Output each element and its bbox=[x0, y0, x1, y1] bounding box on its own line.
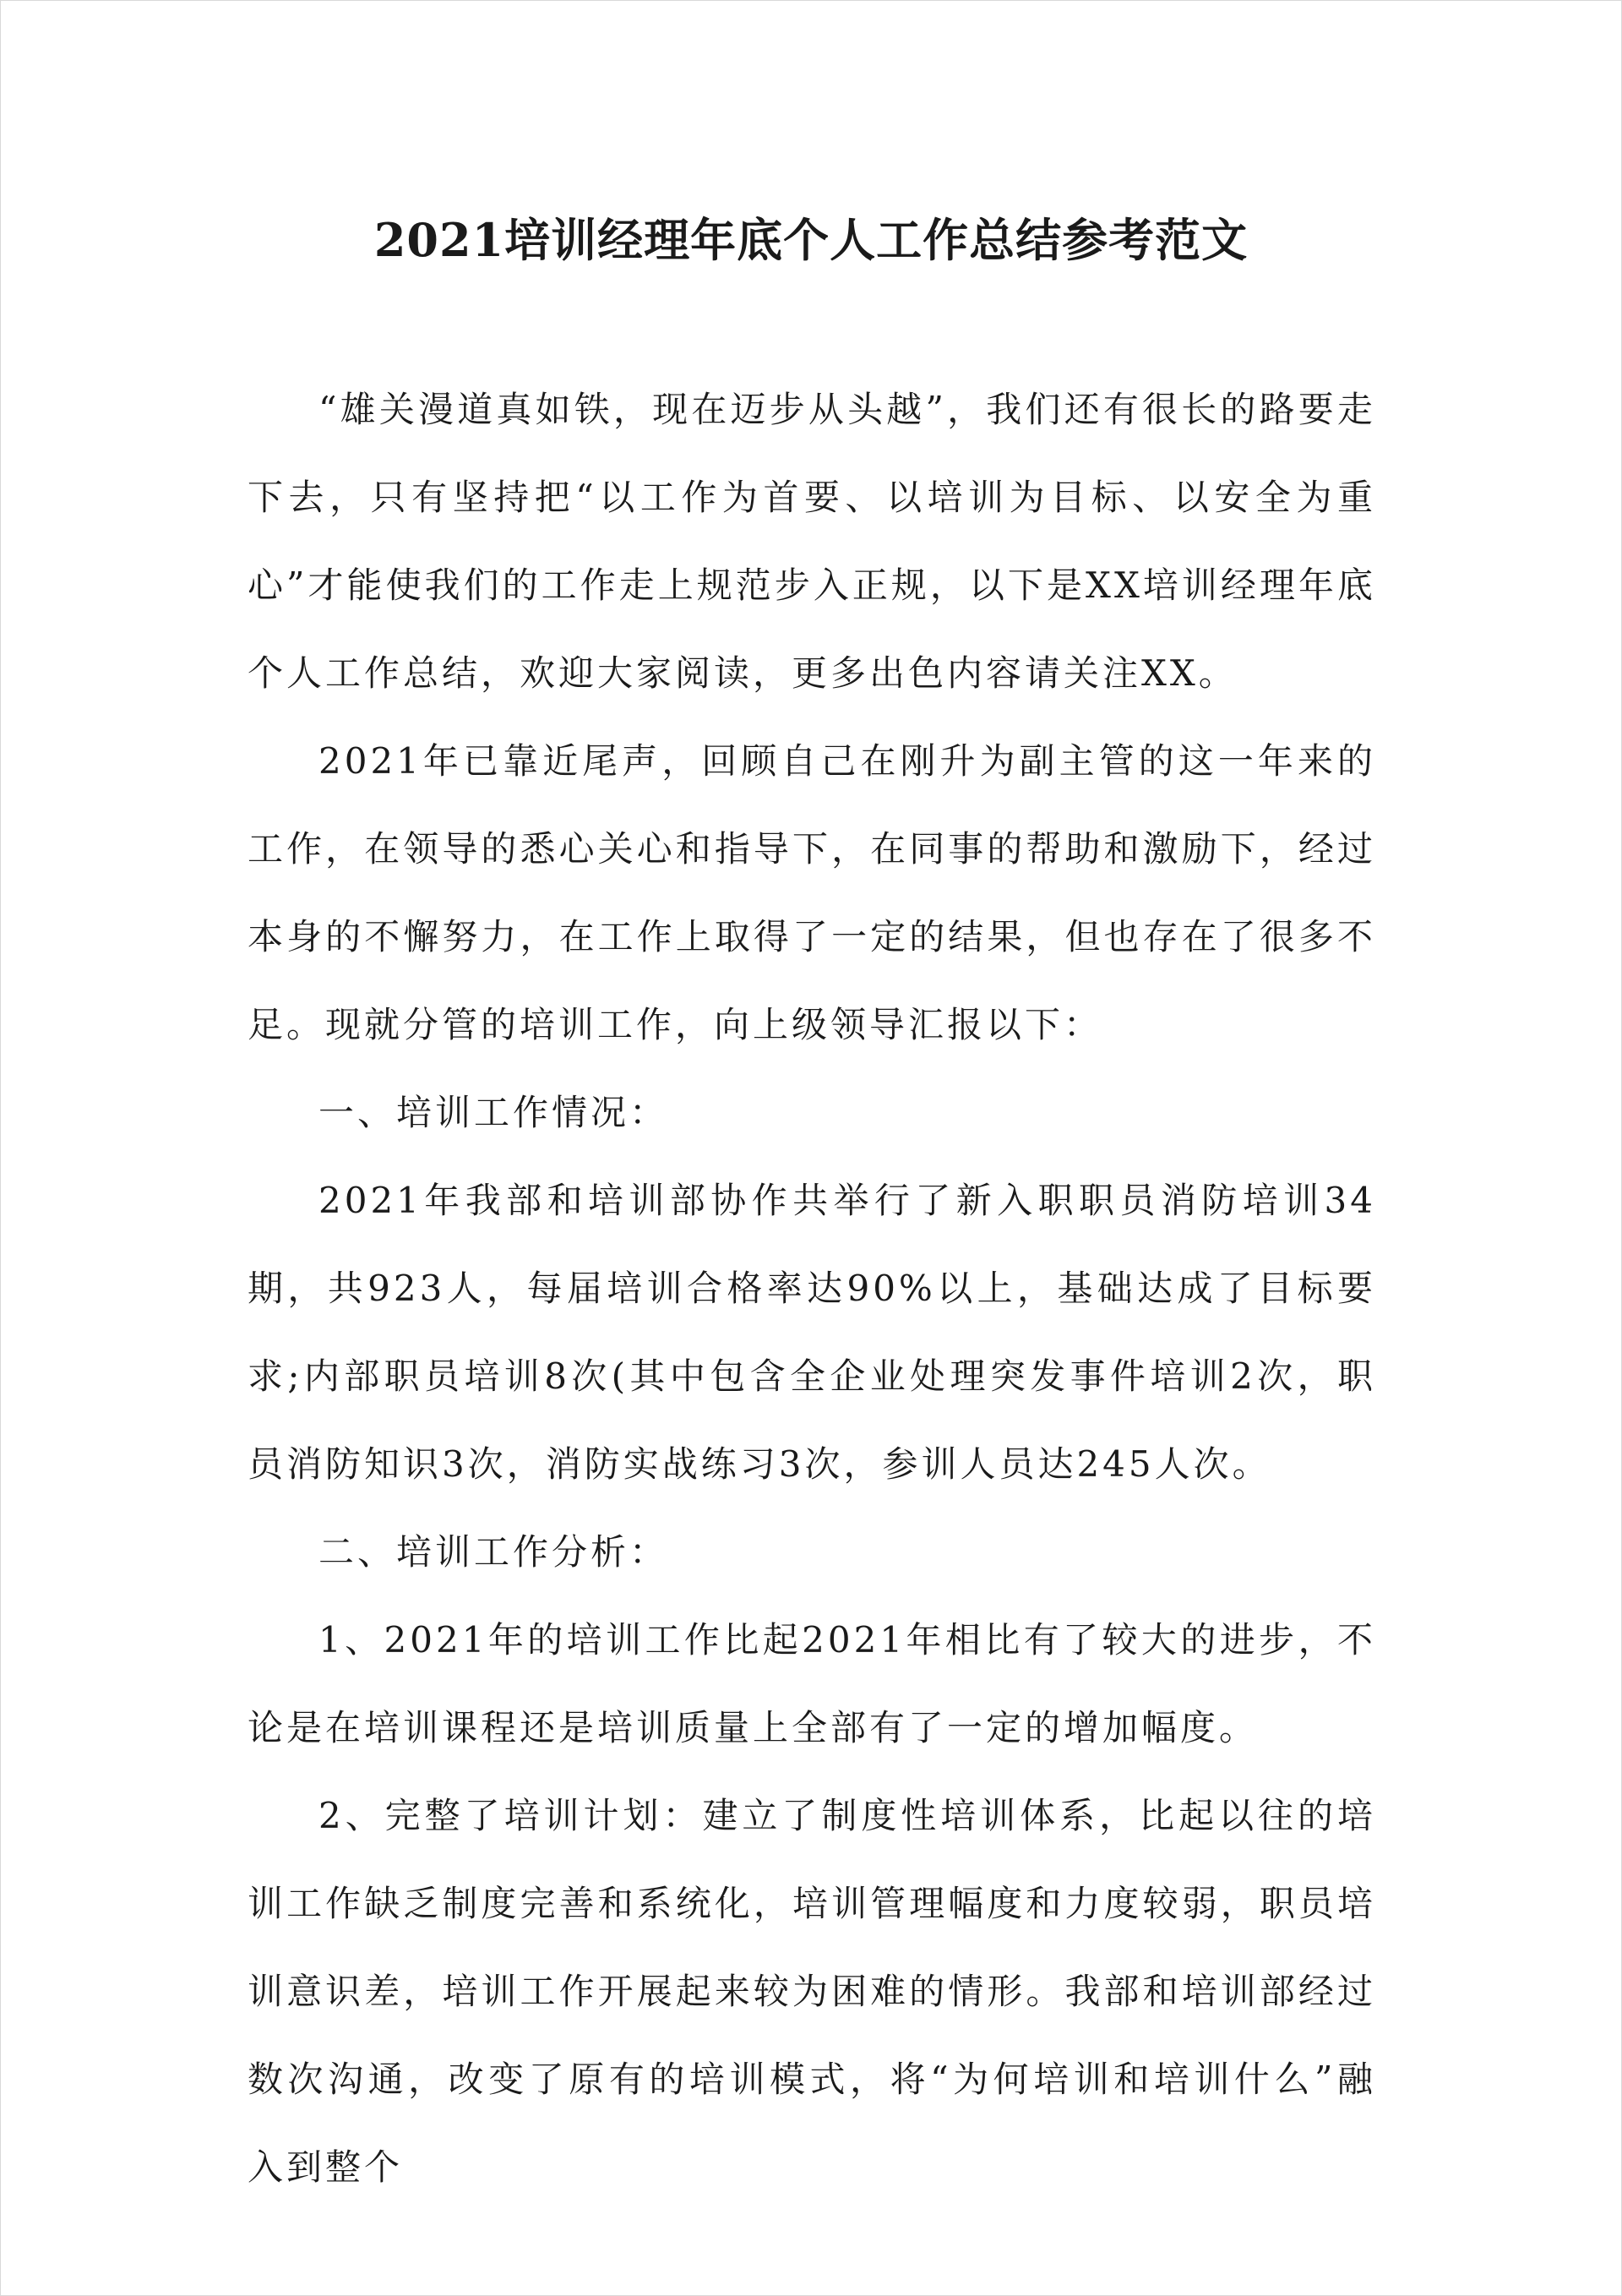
paragraph-analysis-1: 1、2021年的培训工作比起2021年相比有了较大的进步，不论是在培训课程还是培训质量上全部有了一定的增加幅度。 bbox=[248, 1619, 1376, 1748]
paragraph-training-status: 2021年我部和培训部协作共举行了新入职职员消防培训34期，共923人，每届培训合格率达90%以上，基础达成了目标要求;内部职员培训8次(其中包含全企业处理突发事件培训2次，职员消防知识3次，消防实战练习3次，参训人员达245人次。 bbox=[248, 1180, 1376, 1485]
document-title: 2021培训经理年底个人工作总结参考范文 bbox=[373, 213, 1249, 267]
paragraph-analysis-2: 2、完整了培训计划：建立了制度性培训体系，比起以往的培训工作缺乏制度完善和系统化，培训管理幅度和力度较弱，职员培训意识差，培训工作开展起来较为困难的情形。我部和培训部经过数次沟通，改变了原有的培训模式，将“为何培训和培训什么”融入到整个 bbox=[248, 1795, 1376, 2188]
section-heading-training-analysis: 二、培训工作分析： bbox=[318, 1531, 669, 1573]
paragraph-review: 2021年已靠近尾声，回顾自己在刚升为副主管的这一年来的工作，在领导的悉心关心和指导下，在同事的帮助和激励下，经过本身的不懈努力，在工作上取得了一定的结果，但也存在了很多不足。现就分管的培训工作，向上级领导汇报以下： bbox=[248, 740, 1376, 1045]
paragraph-intro: “雄关漫道真如铁，现在迈步从头越”，我们还有很长的路要走下去，只有坚持把“以工作为首要、以培训为目标、以安全为重心”才能使我们的工作走上规范步入正规，以下是XX培训经理年底个人工作总结，欢迎大家阅读，更多出色内容请关注XX。 bbox=[248, 389, 1376, 694]
section-heading-training-status: 一、培训工作情况： bbox=[318, 1092, 669, 1133]
document-body bbox=[248, 366, 1376, 2211]
